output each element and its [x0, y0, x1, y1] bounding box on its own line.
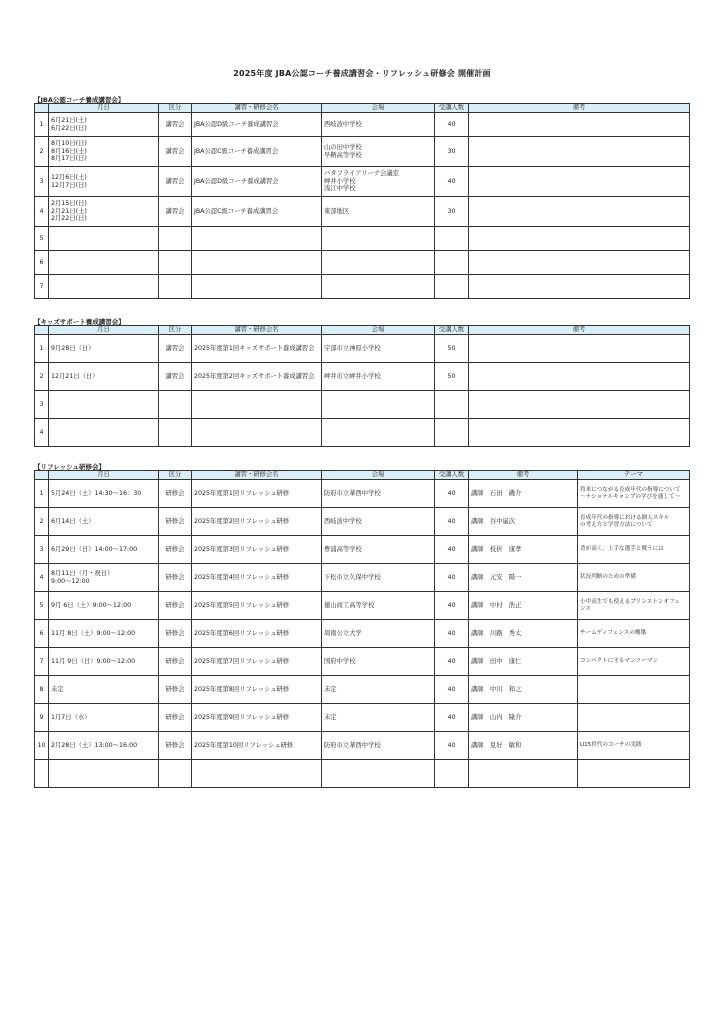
row-number: 3 [35, 536, 49, 564]
row-capacity: 30 [435, 197, 469, 227]
row-theme: U15世代のコーチの実践 [578, 732, 690, 760]
row-venue [322, 391, 435, 419]
row-theme: コンパクトに守るマンツーマン [578, 648, 690, 676]
row-category: 講習会 [159, 335, 192, 363]
row-capacity: 40 [435, 113, 469, 137]
table-row [35, 275, 690, 299]
row-note: 講師 中村 浩正 [469, 592, 578, 620]
table-row [35, 704, 690, 732]
row-venue: 西岐波中学校 [322, 113, 435, 137]
row-number: 4 [35, 419, 49, 447]
row-course-name [192, 760, 322, 788]
header-venue: 会場 [322, 471, 435, 480]
row-venue [322, 760, 435, 788]
row-category [159, 251, 192, 275]
row-capacity: 40 [435, 732, 469, 760]
row-note [469, 275, 690, 299]
row-venue: バタフライアリーナ会議室 岬井小学校 浅江中学校 [322, 167, 435, 197]
row-note [469, 227, 690, 251]
row-capacity [435, 227, 469, 251]
jba-coach-course-table [34, 103, 690, 299]
row-note [469, 419, 690, 447]
header-course-name: 講習・研修会名 [192, 326, 322, 335]
table-row [35, 227, 690, 251]
header-capacity: 受講人数 [435, 326, 469, 335]
section-label-refresh: 【リフレッシュ研修会】 [34, 463, 106, 471]
header-category: 区分 [159, 471, 192, 480]
row-date: 11月 8日（土）9:00～12:00 [49, 620, 159, 648]
row-venue: 山の田中学校 早鞆高等学校 [322, 137, 435, 167]
row-capacity [435, 275, 469, 299]
row-course-name [192, 419, 322, 447]
row-course-name: 2025年度第6回リフレッシュ研修 [192, 620, 322, 648]
row-note [469, 251, 690, 275]
row-capacity: 40 [435, 536, 469, 564]
row-course-name: 2025年度第1回リフレッシュ研修 [192, 480, 322, 508]
row-number: 2 [35, 363, 49, 391]
row-number: 7 [35, 648, 49, 676]
row-date [49, 227, 159, 251]
row-category: 研修会 [159, 480, 192, 508]
row-category: 講習会 [159, 137, 192, 167]
row-theme [578, 760, 690, 788]
row-theme: 背が高く、上手な選手と戦うには [578, 536, 690, 564]
row-date: 1月7日（水） [49, 704, 159, 732]
header-venue: 会場 [322, 104, 435, 113]
page-title: 2025年度 JBA公認コーチ養成講習会・リフレッシュ研修会 開催計画 [233, 69, 491, 78]
row-course-name: 2025年度第3回リフレッシュ研修 [192, 536, 322, 564]
row-note: 講師 谷中嵐次 [469, 508, 578, 536]
row-number: 9 [35, 704, 49, 732]
row-venue: 防府市立華西中学校 [322, 480, 435, 508]
row-course-name [192, 227, 322, 251]
row-venue: 西岐波中学校 [322, 508, 435, 536]
table-header-row [35, 104, 690, 113]
row-number: 1 [35, 113, 49, 137]
row-category: 研修会 [159, 564, 192, 592]
row-venue: 国府中学校 [322, 648, 435, 676]
row-category: 研修会 [159, 620, 192, 648]
row-note: 講師 田中 康仁 [469, 648, 578, 676]
row-date [49, 419, 159, 447]
row-date: 6月29日（日）14:00～17:00 [49, 536, 159, 564]
row-theme: 育成年代の指導における個人スキル の考え方と学習方法について [578, 508, 690, 536]
row-capacity: 40 [435, 620, 469, 648]
row-venue [322, 419, 435, 447]
row-course-name: 2025年度第1回キッズサポート養成講習会 [192, 335, 322, 363]
section-label-kids: 【キッズサポート養成講習会】 [34, 318, 125, 326]
kids-support-course-table [34, 325, 690, 447]
row-venue: 岬井市立岬井小学校 [322, 363, 435, 391]
row-note: 講師 山内 隆介 [469, 704, 578, 732]
row-venue: 防府市立華西中学校 [322, 732, 435, 760]
table-row [35, 648, 690, 676]
row-theme: 将来につながる育成年代の指導について ～ナショナルキャンプの学びを通して～ [578, 480, 690, 508]
row-theme [578, 704, 690, 732]
row-capacity: 40 [435, 648, 469, 676]
row-course-name [192, 275, 322, 299]
header-no [35, 326, 49, 335]
row-note [469, 197, 690, 227]
row-date: 5月24日（土）14:30～16：30 [49, 480, 159, 508]
refresh-training-table [34, 470, 690, 788]
header-category: 区分 [159, 104, 192, 113]
row-category: 研修会 [159, 648, 192, 676]
row-venue: 下松市立久保中学校 [322, 564, 435, 592]
row-number: 3 [35, 391, 49, 419]
row-course-name: 2025年度第10回リフレッシュ研修 [192, 732, 322, 760]
row-capacity [435, 391, 469, 419]
row-category [159, 419, 192, 447]
row-venue: 未定 [322, 704, 435, 732]
row-date: 8月11日（月・祝日） 9:00～12:00 [49, 564, 159, 592]
row-note [469, 391, 690, 419]
row-course-name [192, 391, 322, 419]
row-venue: 徳山商工高等学校 [322, 592, 435, 620]
row-date: 11月 9日（日）9:00～12:00 [49, 648, 159, 676]
table-row [35, 732, 690, 760]
row-number: 1 [35, 335, 49, 363]
row-capacity [435, 419, 469, 447]
header-date: 月日 [49, 471, 159, 480]
row-capacity: 40 [435, 480, 469, 508]
row-course-name: 2025年度第8回リフレッシュ研修 [192, 676, 322, 704]
row-date [49, 760, 159, 788]
row-venue: 周南公立大学 [322, 620, 435, 648]
row-venue: 豊浦高等学校 [322, 536, 435, 564]
row-number: 5 [35, 592, 49, 620]
row-category [159, 760, 192, 788]
row-note: 講師 元安 陽一 [469, 564, 578, 592]
row-note [469, 335, 690, 363]
table-row [35, 760, 690, 788]
row-category: 講習会 [159, 113, 192, 137]
row-date [49, 391, 159, 419]
table-row [35, 197, 690, 227]
table-row [35, 620, 690, 648]
section-label-jba: 【JBA公認コーチ養成講習会】 [34, 96, 125, 104]
row-capacity: 40 [435, 676, 469, 704]
table-row [35, 480, 690, 508]
row-date: 12月21日（日） [49, 363, 159, 391]
row-date [49, 251, 159, 275]
row-date: 9月 6日（土）9:00～12:00 [49, 592, 159, 620]
row-date: 2月28日（土）13:00～16:00 [49, 732, 159, 760]
row-course-name: JBA公認D級コーチ養成講習会 [192, 167, 322, 197]
row-number: 3 [35, 167, 49, 197]
table-row [35, 251, 690, 275]
row-course-name: 2025年度第2回リフレッシュ研修 [192, 508, 322, 536]
row-number: 10 [35, 732, 49, 760]
row-venue [322, 251, 435, 275]
row-date: 6月21日(土) 6月22日(日) [49, 113, 159, 137]
row-number: 7 [35, 275, 49, 299]
row-category: 講習会 [159, 363, 192, 391]
row-note: 講師 枝折 康孝 [469, 536, 578, 564]
table-row [35, 137, 690, 167]
header-course-name: 講習・研修会名 [192, 471, 322, 480]
row-capacity: 40 [435, 508, 469, 536]
header-category: 区分 [159, 326, 192, 335]
row-date: 12月6日(土) 12月7日(日) [49, 167, 159, 197]
row-venue: 宇部市立神原小学校 [322, 335, 435, 363]
row-note [469, 113, 690, 137]
row-note [469, 137, 690, 167]
row-number: 1 [35, 480, 49, 508]
row-capacity: 30 [435, 137, 469, 167]
row-course-name: 2025年度第2回キッズサポート養成講習会 [192, 363, 322, 391]
header-venue: 会場 [322, 326, 435, 335]
table-row [35, 391, 690, 419]
row-theme: チームディフェンスの構築 [578, 620, 690, 648]
header-note: 備考 [469, 326, 690, 335]
row-course-name: 2025年度第9回リフレッシュ研修 [192, 704, 322, 732]
row-venue [322, 275, 435, 299]
header-note: 備考 [469, 471, 578, 480]
row-date [49, 275, 159, 299]
row-course-name: JBA公認C級コーチ養成講習会 [192, 197, 322, 227]
row-category [159, 275, 192, 299]
row-capacity: 40 [435, 564, 469, 592]
row-course-name: 2025年度第4回リフレッシュ研修 [192, 564, 322, 592]
header-capacity: 受講人数 [435, 471, 469, 480]
row-category: 研修会 [159, 676, 192, 704]
row-number: 6 [35, 251, 49, 275]
row-note: 講師 中川 和之 [469, 676, 578, 704]
row-number: 8 [35, 676, 49, 704]
row-note [469, 363, 690, 391]
row-venue: 未定 [322, 676, 435, 704]
header-no [35, 471, 49, 480]
row-capacity: 40 [435, 167, 469, 197]
row-note [469, 760, 578, 788]
row-capacity: 40 [435, 592, 469, 620]
row-course-name: JBA公認C級コーチ養成講習会 [192, 137, 322, 167]
row-capacity [435, 251, 469, 275]
header-no [35, 104, 49, 113]
table-row [35, 167, 690, 197]
table-row [35, 564, 690, 592]
row-category: 研修会 [159, 592, 192, 620]
row-category: 研修会 [159, 508, 192, 536]
row-capacity: 50 [435, 363, 469, 391]
row-date: 9月28日（日） [49, 335, 159, 363]
row-venue [322, 227, 435, 251]
row-capacity: 50 [435, 335, 469, 363]
row-number: 2 [35, 508, 49, 536]
header-note: 備考 [469, 104, 690, 113]
row-category: 講習会 [159, 197, 192, 227]
row-category [159, 391, 192, 419]
table-row [35, 363, 690, 391]
table-row [35, 536, 690, 564]
row-category: 講習会 [159, 167, 192, 197]
row-capacity [435, 760, 469, 788]
row-course-name: 2025年度第5回リフレッシュ研修 [192, 592, 322, 620]
row-theme: 小中高生でも使えるプリンストンオフェ ンス [578, 592, 690, 620]
row-note: 講師 川路 秀太 [469, 620, 578, 648]
table-header-row [35, 326, 690, 335]
row-date: 2月15日(日) 2月21日(土) 2月22日(日) [49, 197, 159, 227]
row-number: 2 [35, 137, 49, 167]
table-row [35, 676, 690, 704]
table-row [35, 113, 690, 137]
header-course-name: 講習・研修会名 [192, 104, 322, 113]
row-date: 未定 [49, 676, 159, 704]
header-capacity: 受講人数 [435, 104, 469, 113]
row-course-name: 2025年度第7回リフレッシュ研修 [192, 648, 322, 676]
row-capacity: 40 [435, 704, 469, 732]
row-number [35, 760, 49, 788]
row-category: 研修会 [159, 732, 192, 760]
row-category: 研修会 [159, 704, 192, 732]
row-number: 4 [35, 564, 49, 592]
row-venue: 東部地区 [322, 197, 435, 227]
row-category [159, 227, 192, 251]
row-date: 8月10日(日) 8月16日(土) 8月17日(日) [49, 137, 159, 167]
row-number: 5 [35, 227, 49, 251]
header-date: 月日 [49, 326, 159, 335]
row-theme [578, 676, 690, 704]
table-row [35, 335, 690, 363]
row-note [469, 167, 690, 197]
table-row [35, 419, 690, 447]
table-row [35, 592, 690, 620]
row-note: 講師 見好 敏和 [469, 732, 578, 760]
row-number: 6 [35, 620, 49, 648]
table-header-row [35, 471, 690, 480]
row-course-name [192, 251, 322, 275]
row-number: 4 [35, 197, 49, 227]
row-note: 講師 石田 磯介 [469, 480, 578, 508]
row-theme: 状況判断のための準備 [578, 564, 690, 592]
header-theme: テーマ [578, 471, 690, 480]
header-date: 月日 [49, 104, 159, 113]
table-row [35, 508, 690, 536]
row-course-name: JBA公認D級コーチ養成講習会 [192, 113, 322, 137]
row-date: 6月14日（土） [49, 508, 159, 536]
row-category: 研修会 [159, 536, 192, 564]
